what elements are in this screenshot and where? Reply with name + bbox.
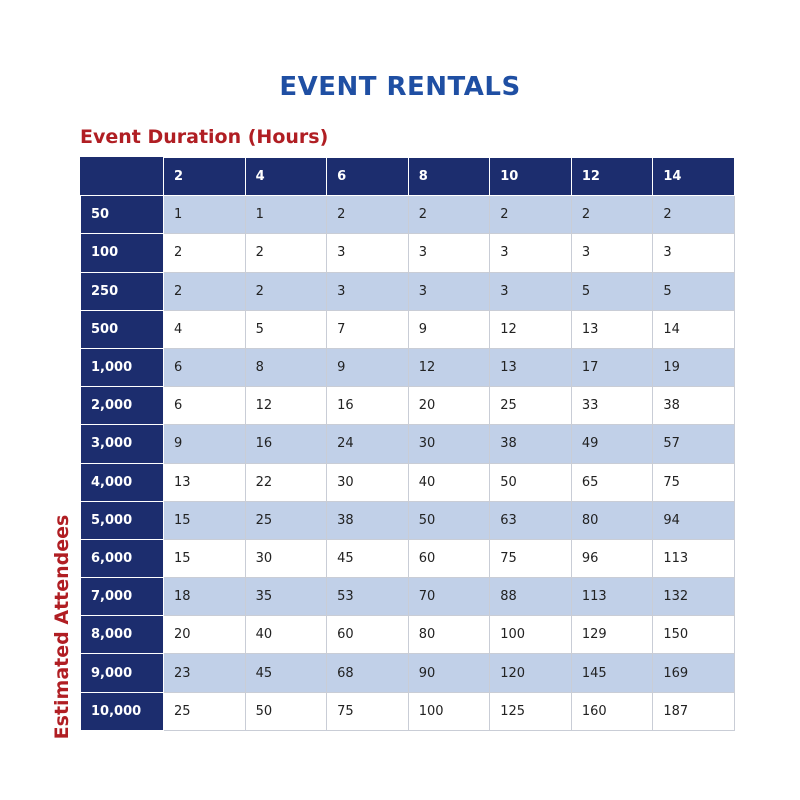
- table-cell: 30: [408, 425, 490, 463]
- table-cell: 4: [164, 310, 246, 348]
- table-cell: 3: [571, 234, 653, 272]
- table-cell: 75: [653, 463, 735, 501]
- table-cell: 3: [653, 234, 735, 272]
- table-cell: 129: [571, 616, 653, 654]
- row-header: 250: [81, 272, 164, 310]
- table-row: [81, 272, 735, 310]
- table-cell: 50: [408, 501, 490, 539]
- table-row: [81, 348, 735, 386]
- table-cell: 2: [164, 234, 246, 272]
- table-cell: 3: [490, 272, 572, 310]
- table-row: [81, 692, 735, 730]
- table-cell: 2: [571, 196, 653, 234]
- row-header: 10,000: [81, 692, 164, 730]
- table-cell: 90: [408, 654, 490, 692]
- table-cell: 1: [164, 196, 246, 234]
- column-header: 12: [571, 158, 653, 196]
- column-axis-label: Event Duration (Hours): [80, 126, 329, 148]
- table-cell: 2: [490, 196, 572, 234]
- table-cell: 132: [653, 578, 735, 616]
- table-cell: 25: [164, 692, 246, 730]
- table-cell: 113: [571, 578, 653, 616]
- table-cell: 75: [327, 692, 409, 730]
- row-header: 500: [81, 310, 164, 348]
- table-cell: 60: [408, 539, 490, 577]
- table-cell: 45: [245, 654, 327, 692]
- table-cell: 38: [490, 425, 572, 463]
- column-header: 8: [408, 158, 490, 196]
- table-cell: 96: [571, 539, 653, 577]
- table-cell: 50: [490, 463, 572, 501]
- table-row: [81, 501, 735, 539]
- table-cell: 9: [164, 425, 246, 463]
- table-cell: 7: [327, 310, 409, 348]
- table-cell: 3: [490, 234, 572, 272]
- table-cell: 49: [571, 425, 653, 463]
- table-cell: 9: [408, 310, 490, 348]
- table-cell: 38: [653, 387, 735, 425]
- table-cell: 94: [653, 501, 735, 539]
- table-cell: 169: [653, 654, 735, 692]
- column-header: 14: [653, 158, 735, 196]
- table-row: [81, 387, 735, 425]
- table-cell: 50: [245, 692, 327, 730]
- table-cell: 3: [408, 234, 490, 272]
- table-cell: 80: [571, 501, 653, 539]
- table-cell: 25: [245, 501, 327, 539]
- table-cell: 17: [571, 348, 653, 386]
- table-cell: 145: [571, 654, 653, 692]
- row-header: 8,000: [81, 616, 164, 654]
- table-cell: 75: [490, 539, 572, 577]
- rental-table: [80, 157, 735, 731]
- row-header: 7,000: [81, 578, 164, 616]
- table-cell: 6: [164, 348, 246, 386]
- table-cell: 1: [245, 196, 327, 234]
- table-cell: 2: [245, 234, 327, 272]
- table-cell: 13: [164, 463, 246, 501]
- row-header: 5,000: [81, 501, 164, 539]
- table-cell: 88: [490, 578, 572, 616]
- table-cell: 150: [653, 616, 735, 654]
- row-header: 100: [81, 234, 164, 272]
- table-cell: 187: [653, 692, 735, 730]
- table-cell: 18: [164, 578, 246, 616]
- row-header: 4,000: [81, 463, 164, 501]
- table-cell: 15: [164, 501, 246, 539]
- table-cell: 24: [327, 425, 409, 463]
- table-cell: 65: [571, 463, 653, 501]
- table-cell: 35: [245, 578, 327, 616]
- header-row: [81, 158, 735, 196]
- row-header: 6,000: [81, 539, 164, 577]
- table-cell: 2: [164, 272, 246, 310]
- table-cell: 16: [327, 387, 409, 425]
- table-cell: 3: [327, 234, 409, 272]
- table-cell: 100: [490, 616, 572, 654]
- table-cell: 125: [490, 692, 572, 730]
- table-cell: 23: [164, 654, 246, 692]
- table-cell: 12: [245, 387, 327, 425]
- table-body: [81, 196, 735, 731]
- table-cell: 9: [327, 348, 409, 386]
- table-row: [81, 196, 735, 234]
- table-cell: 19: [653, 348, 735, 386]
- row-axis-label: Estimated Attendees: [51, 514, 73, 740]
- table-cell: 80: [408, 616, 490, 654]
- table-cell: 20: [164, 616, 246, 654]
- table-cell: 120: [490, 654, 572, 692]
- table-cell: 12: [408, 348, 490, 386]
- table-row: [81, 616, 735, 654]
- table-cell: 60: [327, 616, 409, 654]
- table-cell: 40: [245, 616, 327, 654]
- table-cell: 3: [408, 272, 490, 310]
- table-cell: 33: [571, 387, 653, 425]
- table-cell: 5: [571, 272, 653, 310]
- table-cell: 63: [490, 501, 572, 539]
- table-cell: 5: [245, 310, 327, 348]
- table-cell: 53: [327, 578, 409, 616]
- table-cell: 16: [245, 425, 327, 463]
- row-header: 9,000: [81, 654, 164, 692]
- table-row: [81, 463, 735, 501]
- table-cell: 14: [653, 310, 735, 348]
- table-cell: 2: [245, 272, 327, 310]
- table-cell: 2: [327, 196, 409, 234]
- column-header: 4: [245, 158, 327, 196]
- table-cell: 113: [653, 539, 735, 577]
- column-header: 6: [327, 158, 409, 196]
- table-cell: 25: [490, 387, 572, 425]
- table-cell: 68: [327, 654, 409, 692]
- table-row: [81, 310, 735, 348]
- table-cell: 57: [653, 425, 735, 463]
- table-row: [81, 425, 735, 463]
- table-cell: 30: [327, 463, 409, 501]
- table-row: [81, 539, 735, 577]
- row-header: 50: [81, 196, 164, 234]
- table-cell: 5: [653, 272, 735, 310]
- corner-cell: [81, 158, 164, 196]
- table-cell: 30: [245, 539, 327, 577]
- table-row: [81, 578, 735, 616]
- table-cell: 70: [408, 578, 490, 616]
- table-cell: 2: [408, 196, 490, 234]
- row-header: 2,000: [81, 387, 164, 425]
- table-cell: 8: [245, 348, 327, 386]
- table-row: [81, 234, 735, 272]
- table-cell: 38: [327, 501, 409, 539]
- row-header: 1,000: [81, 348, 164, 386]
- column-header: 10: [490, 158, 572, 196]
- column-header: 2: [164, 158, 246, 196]
- table-cell: 3: [327, 272, 409, 310]
- table-cell: 160: [571, 692, 653, 730]
- table-cell: 100: [408, 692, 490, 730]
- table-cell: 20: [408, 387, 490, 425]
- table-cell: 15: [164, 539, 246, 577]
- table-cell: 45: [327, 539, 409, 577]
- chart-title: EVENT RENTALS: [279, 72, 521, 102]
- row-header: 3,000: [81, 425, 164, 463]
- table-cell: 22: [245, 463, 327, 501]
- table-cell: 6: [164, 387, 246, 425]
- table-cell: 2: [653, 196, 735, 234]
- table-row: [81, 654, 735, 692]
- table-cell: 13: [490, 348, 572, 386]
- table-cell: 12: [490, 310, 572, 348]
- table-cell: 40: [408, 463, 490, 501]
- table-cell: 13: [571, 310, 653, 348]
